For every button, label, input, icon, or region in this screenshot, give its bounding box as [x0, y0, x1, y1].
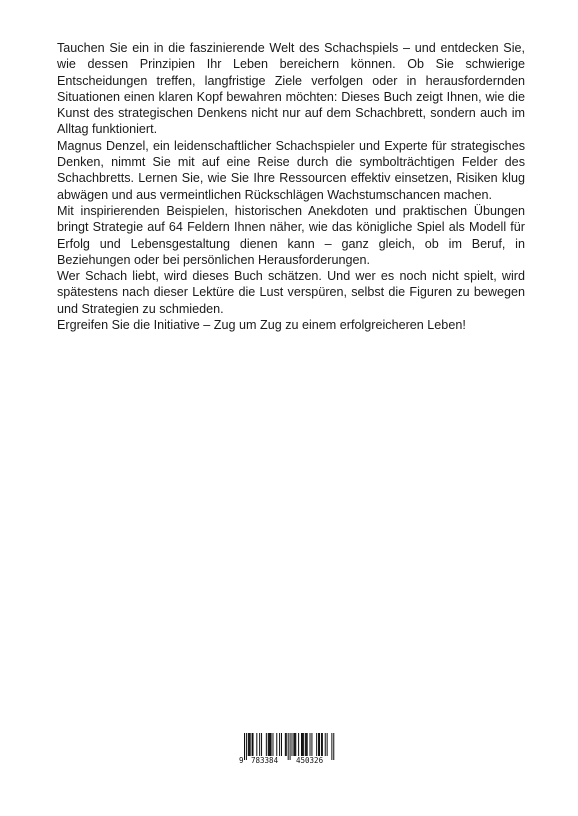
- barcode-bar: [279, 733, 280, 756]
- barcode-bar: [316, 733, 317, 756]
- barcode-bar: [321, 733, 322, 756]
- barcode-bar: [288, 733, 289, 760]
- barcode-bar: [252, 733, 253, 756]
- barcode-bar: [305, 733, 306, 756]
- barcode-bar: [333, 733, 334, 760]
- barcode-bar: [292, 733, 293, 756]
- isbn-first-digit: 9: [239, 756, 244, 765]
- barcode-bar: [331, 733, 332, 760]
- barcode-bar: [266, 733, 267, 756]
- barcode-bar: [276, 733, 277, 756]
- barcode-bar: [307, 733, 308, 756]
- barcode-bar: [318, 733, 319, 756]
- barcode-bar: [311, 733, 312, 756]
- isbn-barcode: [238, 733, 340, 767]
- barcode-bar: [310, 733, 311, 756]
- barcode-bar: [271, 733, 272, 756]
- isbn-left-group: 783384: [251, 756, 279, 765]
- barcode-bar: [269, 733, 270, 756]
- barcode-bar: [281, 733, 282, 756]
- barcode-bar: [290, 733, 291, 760]
- barcode-bar: [261, 733, 262, 756]
- blurb-paragraph-4: Wer Schach liebt, wird dieses Buch schätzen. Und wer es noch nicht spielt, wird spätestens nach dieser Lektüre die Lust verspüren, selbst die Figuren zu bewegen und Strategien zu schmieden.: [57, 269, 525, 316]
- barcode-bar: [246, 733, 247, 760]
- barcode-bar: [268, 733, 269, 756]
- barcode-bar: [270, 733, 271, 756]
- barcode-bar: [303, 733, 304, 756]
- blurb-paragraph-5: Ergreifen Sie die Initiative – Zug um Zug zu einem erfolgreicheren Leben!: [57, 318, 466, 333]
- barcode-bar: [250, 733, 251, 756]
- barcode-bar: [306, 733, 307, 756]
- barcode-bar: [294, 733, 295, 756]
- barcode-bar: [302, 733, 303, 756]
- barcode-bar: [256, 733, 257, 756]
- blurb-paragraph-1: Tauchen Sie ein in die faszinierende Welt des Schachspiels – und entdecken Sie, wie dessen Prinzipien Ihr Leben bereichern können. Ob Sie schwierige Entscheidungen treffen, langfristige Ziele verfolgen oder in herausfordernden Situationen einen klaren Kopf bewahren möchten: Dieses Buch zeigt Ihnen, wie die Kunst des strategischen Denkens nicht nur auf dem Schachbrett, sondern auch im Alltag funktioniert.: [57, 41, 525, 137]
- isbn-right-group: 450326: [296, 756, 324, 765]
- barcode-bar: [293, 733, 294, 756]
- blurb-paragraph-2: Magnus Denzel, ein leidenschaftlicher Schachspieler und Experte für strategisches Denken, nimmt Sie mit auf eine Reise durch die symbolträchtigen Felder des Schachbretts. Lernen Sie, wie Sie Ihre Ressourcen effektiv einsetzen, Risiken klug abwägen und aus vermeintlichen Rückschlägen Wachstumschancen machen.: [57, 138, 525, 202]
- barcode-bar: [286, 733, 287, 756]
- barcode-bar: [273, 733, 274, 756]
- blurb-paragraph-3: Mit inspirierenden Beispielen, historischen Anekdoten und praktischen Übungen bringt Strategie auf 64 Feldern Ihnen näher, wie das königliche Spiel als Modell für Erfolg und Lebensgestaltung dienen kann – ganz gleich, ob im Beruf, in Beziehungen oder bei persönlichen Herausforderungen.: [57, 203, 525, 267]
- barcode-bar: [301, 733, 302, 756]
- barcode-bar: [322, 733, 323, 756]
- barcode-bar: [253, 733, 254, 756]
- barcode-bar: [259, 733, 260, 756]
- barcode-bar: [285, 733, 286, 756]
- barcode-bar: [319, 733, 320, 756]
- barcode-bar: [248, 733, 249, 756]
- barcode-bar: [298, 733, 299, 756]
- barcode-bar: [244, 733, 245, 760]
- barcode-bar: [327, 733, 328, 756]
- barcode-bar: [325, 733, 326, 756]
- back-cover-blurb: [57, 40, 525, 333]
- barcode-bar: [295, 733, 296, 756]
- barcode-bar: [249, 733, 250, 756]
